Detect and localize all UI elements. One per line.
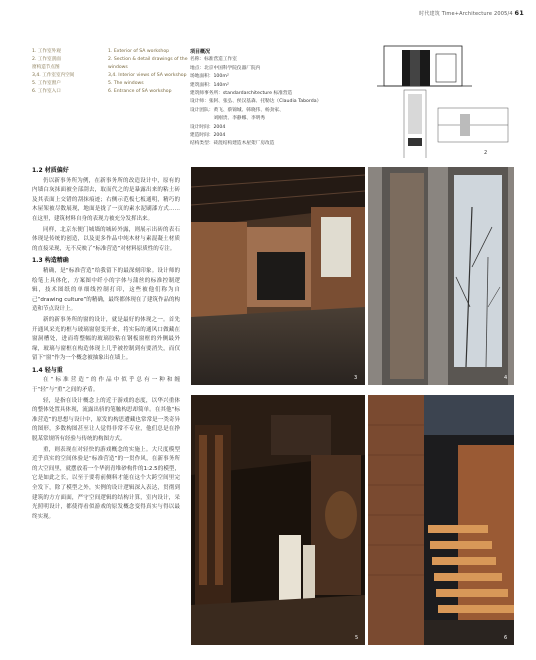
section-title: 1.2 材质偏好 bbox=[32, 167, 69, 174]
captions-cn: 1. 工作室外观 2. 工作室剖面 窗构造节点图 3,4. 工作室室内空间 5. 工作室窗户 6. 工作室入口 bbox=[32, 49, 75, 94]
interior-dark-photo bbox=[191, 395, 365, 645]
article-body: 1.2 材质偏好 仍以新事务所为例，在新事务所的改造设计中，原有的内墙白灰抹面被全部刮去，取而代之的是暴露出来的粘土砖及其表面上交错的刮抹痕迹；右侧示范板七板通明，精巧的木屋架被尽数展现，地面是拢了一页的素水泥刷漆方式……在这里，建筑材料自身的表现力被充分发挥出来。 同样，北京东便门城墙的城砖外露，则展示出砖的表石体现是传统的创造，以及更多作品中纯木材与素混凝土材质的直接采现，无不反映了“标准营造”对材料原质性的专注。 1.3 构造精确 精确，是“标准营造”给我留下的最深刻印象。设计师的绘笔上具体化，方案图中纤小的字体与蒲丝的标准控制逻辑，技术图纸的单细线控制打印，这些被他们称为自己“drawing culture”的精确，最终都体现在了建筑作品的构造和节点设计上。 新的新事务所的窗的设计，就是最好的体现之一。首先开通风采光的框与玻璃窗射变开来，将实际的通风口做藏在窗洞槽处，进而将整幅的玻璃胶粘在钢板窗框的外侧最外缘，玻璃与窗框在构造体现上几乎被控制到有要消失，而仅留下“窗”作为一个概念被抽象出在墙上。 1.4 轻与重 在“标准营造”的作品中似乎总有一种和缠于“轻”与“重”之间的矛盾。 轻，是指在设计概念上的近于游戏的态度，以华兴重体的整体处置具体现，流露出骄的笔触构思却简单。在其他“标准营造”的思想与设计中，原发的构思遭藏也常常是一类奇异的图形，多数构图甚至让人觉得非常不专业，他们总是在挣脱某常规所有经验与传统的构图方式。 重，则表现在对轻快的游戏概念的实施上。大尺度模型近乎真实的空间体验是“标准营造”的一贯作风，在新事务所的大空间里，就摆放着一个华润青堆砂构件的1:2.5的模型，它是如此之长，以至于要将前侧料才能在这个大跨空间里完全发下，除了模型之外，实例的设计逻辑深入表达，贯彻到建筑的方方面面，严守空间逻辑的结构计算，室内设计，采光照明设计，都使得看似游戏的原发概念变得真实与得以最终实现。 bbox=[32, 167, 180, 520]
section-drawings bbox=[372, 40, 514, 158]
fig-number-2: 2 bbox=[484, 150, 488, 156]
windows-photo bbox=[368, 167, 514, 385]
fig-number-4: 4 bbox=[504, 375, 508, 381]
page-number: 61 bbox=[514, 9, 524, 17]
captions-en: 1. Exterior of SA workshop 2. Section & detail drawings of the windows 3,4. Interior views of SA workshop 5. The windows 6. Entrance of SA workshop bbox=[108, 49, 188, 94]
photo-interior-2 bbox=[191, 395, 365, 645]
section-elevation-drawing bbox=[372, 40, 514, 158]
fig-number-5: 5 bbox=[355, 635, 359, 641]
photo-interior-1 bbox=[191, 167, 365, 385]
project-info: 项目概况 名称：标准营造工作室 地点：北京中国科学院仪器厂院内 场地面积：100m² 建筑面积：140m² 建筑师事务所：standardarchitecture 标准营造 设计师：张轲、张弘、侯汉基森、托勒达（Claudia Taborda） 设计团队：黄飞、蔡锦城、韩晓伟、杨劲家、 刘刚贵、李静娜、李明秀 设计时间：2004 建造时间：2004 结构类型：砖混结构建造木屋架厂房改造 bbox=[190, 49, 322, 147]
photo-entrance bbox=[368, 395, 514, 645]
page-header: 时代建筑 Time+Architecture 2005/4 61 bbox=[419, 9, 524, 17]
section-title: 1.4 轻与重 bbox=[32, 366, 63, 374]
fig-number-3: 3 bbox=[354, 375, 358, 381]
fig-number-6: 6 bbox=[504, 635, 508, 641]
interior-photo bbox=[191, 167, 365, 385]
section-title: 1.3 构造精确 bbox=[32, 257, 69, 265]
entrance-photo bbox=[368, 395, 514, 645]
photo-windows bbox=[368, 167, 514, 385]
